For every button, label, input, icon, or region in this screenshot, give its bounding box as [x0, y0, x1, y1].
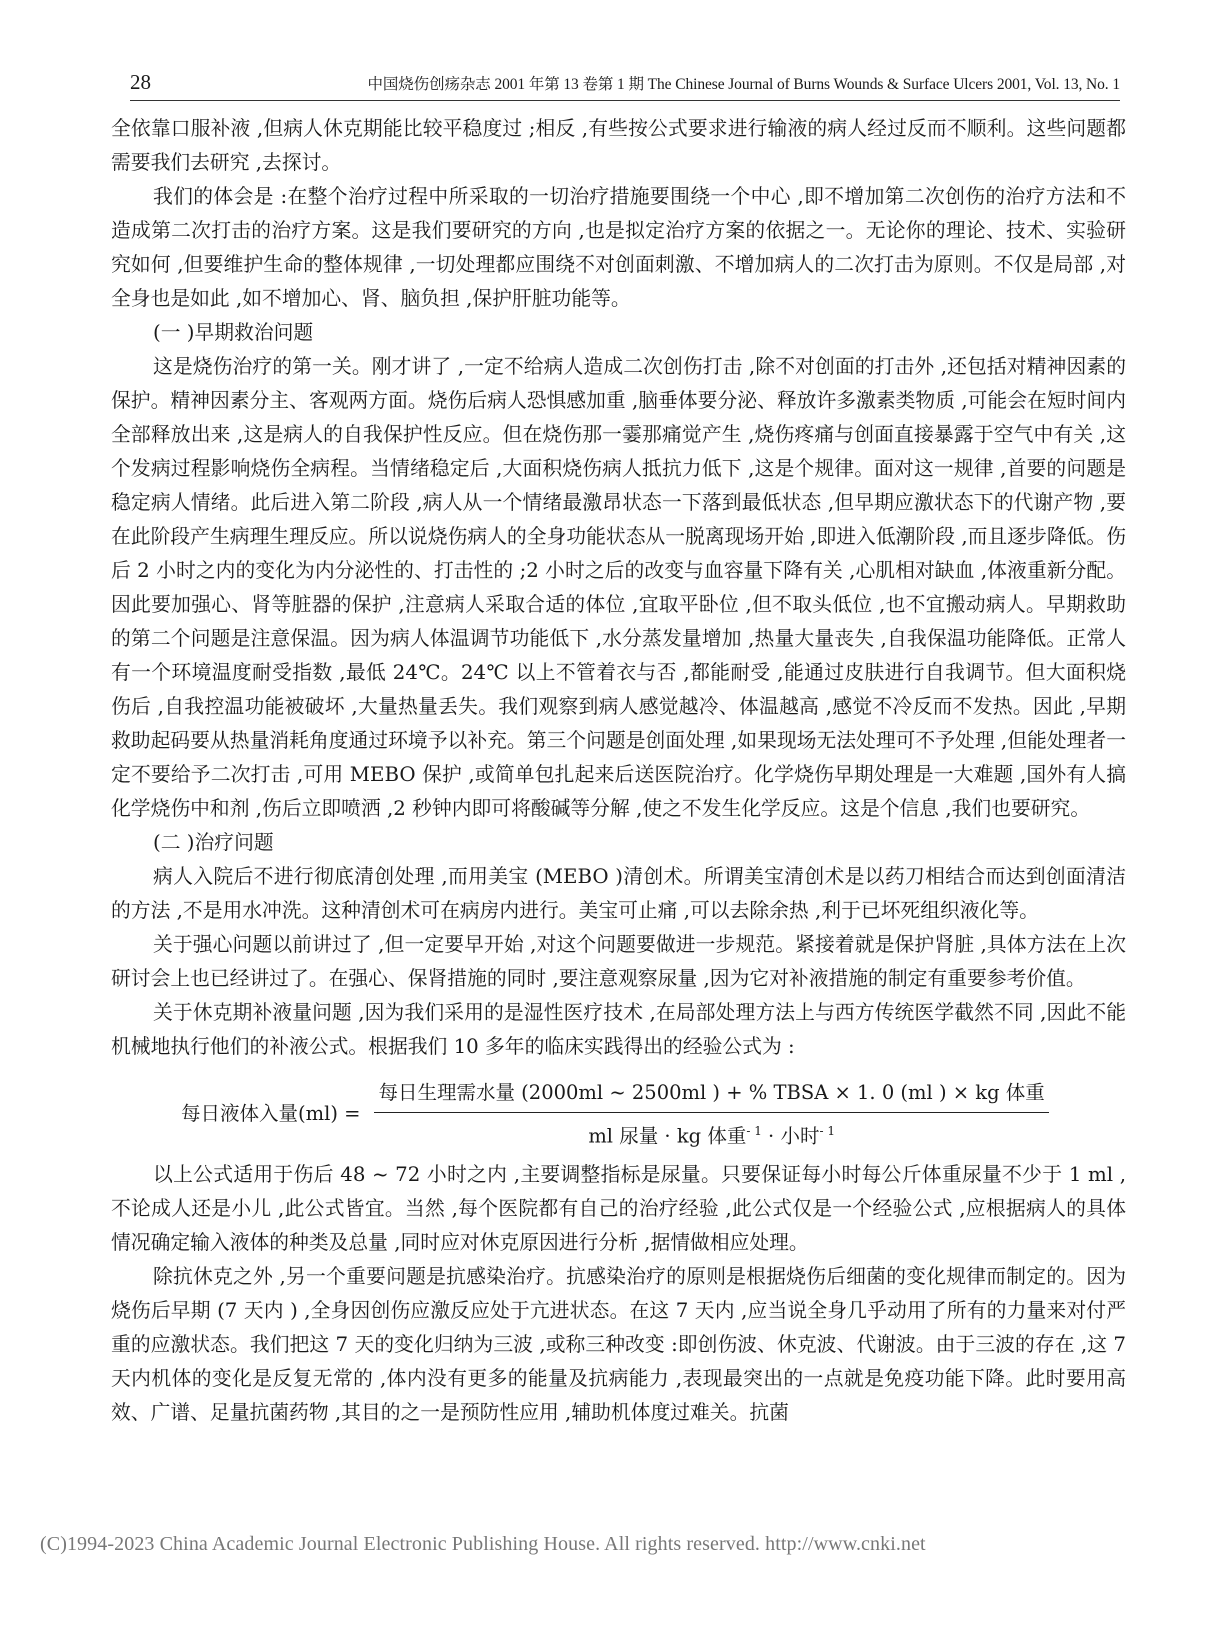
formula-denominator — [588, 1113, 835, 1151]
paragraph: 以上公式适用于伤后 48 ~ 72 小时之内 ,主要调整指标是尿量。只要保证每小时每公斤体重尿量不少于 1 ml ,不论成人还是小儿 ,此公式皆宜。当然 ,每个医院都有自己的治疗经验 ,此公式仅是一个经验公式 ,应根据病人的具体情况确定输入液体的种类及总量 ,同时应对休克原因进行分析 ,据情做相应处理。 — [111, 1163, 1126, 1254]
page-number: 28 — [130, 70, 151, 94]
fluid-formula — [181, 1078, 1049, 1151]
paragraph: 除抗休克之外 ,另一个重要问题是抗感染治疗。抗感染治疗的原则是根据烧伤后细菌的变化规律而制定的。因为烧伤后早期 (7 天内 ) ,全身因创伤应激反应处于亢进状态。在这 7 天内 ,应当说全身几乎动用了所有的力量来对付严重的应激状态。我们把这 7 天的变化归纳为三波 ,或称三种改变 :即创伤波、休克波、代谢波。由于三波的存在 ,这 7 天内机体的变化是反复无常的 ,体内没有更多的能量及抗病能力 ,表现最突出的一点就是免疫功能下降。此时要用高效、广谱、足量抗菌药物 ,其目的之一是预防性应用 ,辅助机体度过难关。抗菌 — [111, 1265, 1126, 1424]
paragraph: 病人入院后不进行彻底清创处理 ,而用美宝 (MEBO )清创术。所谓美宝清创术是以药刀相结合而达到创面清洁的方法 ,不是用水冲洗。这种清创术可在病房内进行。美宝可止痛 ,可以去除余热 ,利于已坏死组织液化等。 — [111, 865, 1126, 922]
copyright-footer: (C)1994-2023 China Academic Journal Electronic Publishing House. All rights reserved. http://www.cnki.net — [40, 1533, 926, 1555]
exponent: - 1 — [819, 1124, 835, 1138]
running-head: 中国烧伤创疡杂志 2001 年第 13 卷第 1 期 The Chinese Journal of Burns Wounds & Surface Ulcers 2001, Vol. 13, No. 1 — [367, 76, 1120, 93]
denominator-part: · 小时 — [761, 1124, 820, 1148]
article-body — [111, 112, 1126, 1430]
paragraph: 这是烧伤治疗的第一关。刚才讲了 ,一定不给病人造成二次创伤打击 ,除不对创面的打击外 ,还包括对精神因素的保护。精神因素分主、客观两方面。烧伤后病人恐惧感加重 ,脑垂体要分泌、释放许多激素类物质 ,可能会在短时间内全部释放出来 ,这是病人的自我保护性反应。但在烧伤那一霎那痛觉产生 ,烧伤疼痛与创面直接暴露于空气中有关 ,这个发病过程影响烧伤全病程。当情绪稳定后 ,大面积烧伤病人抵抗力低下 ,这是个规律。面对这一规律 ,首要的问题是稳定病人情绪。此后进入第二阶段 ,病人从一个情绪最激昂状态一下落到最低状态 ,但早期应激状态下的代谢产物 ,要在此阶段产生病理生理反应。所以说烧伤病人的全身功能状态从一脱离现场开始 ,即进入低潮阶段 ,而且逐步降低。伤后 2 小时之内的变化为内分泌性的、打击性的 ;2 小时之后的改变与血容量下降有关 ,心肌相对缺血 ,体液重新分配。因此要加强心、肾等脏器的保护 ,注意病人采取合适的体位 ,宜取平卧位 ,但不取头低位 ,也不宜搬动病人。早期救助的第二个问题是注意保温。因为病人体温调节功能低下 ,水分蒸发量增加 ,热量大量丧失 ,自我保温功能降低。正常人有一个环境温度耐受指数 ,最低 24℃。24℃ 以上不管着衣与否 ,都能耐受 ,能通过皮肤进行自我调节。但大面积烧伤后 ,自我控温功能被破坏 ,大量热量丢失。我们观察到病人感觉越冷、体温越高 ,感觉不冷反而不发热。因此 ,早期救助起码要从热量消耗角度通过环境予以补充。第三个问题是创面处理 ,如果现场无法处理可不予处理 ,但能处理者一定不要给予二次打击 ,可用 MEBO 保护 ,或简单包扎起来后送医院治疗。化学烧伤早期处理是一大难题 ,国外有人搞化学烧伤中和剂 ,伤后立即喷洒 ,2 秒钟内即可将酸碱等分解 ,使之不发生化学反应。这是个信息 ,我们也要研究。 — [111, 355, 1126, 820]
formula-block — [111, 1064, 1126, 1158]
section-heading: (二 )治疗问题 — [153, 831, 274, 854]
page-header — [130, 70, 1120, 101]
formula-lhs: 每日液体入量(ml) = — [181, 1102, 361, 1126]
paragraph: 我们的体会是 :在整个治疗过程中所采取的一切治疗措施要围绕一个中心 ,即不增加第二次创伤的治疗方法和不造成第二次打击的治疗方案。这是我们要研究的方向 ,也是拟定治疗方案的依据之一。无论你的理论、技术、实验研究如何 ,但要维护生命的整体规律 ,一切处理都应围绕不对创面刺激、不增加病人的二次打击为原则。不仅是局部 ,对全身也是如此 ,如不增加心、肾、脑负担 ,保护肝脏功能等。 — [111, 185, 1126, 310]
paragraph: 关于休克期补液量问题 ,因为我们采用的是湿性医疗技术 ,在局部处理方法上与西方传统医学截然不同 ,因此不能机械地执行他们的补液公式。根据我们 10 多年的临床实践得出的经验公式为 : — [111, 1001, 1126, 1058]
formula-numerator: 每日生理需水量 (2000ml ~ 2500ml ) + % TBSA × 1. 0 (ml ) × kg 体重 — [374, 1078, 1048, 1113]
paragraph: 全依靠口服补液 ,但病人休克期能比较平稳度过 ;相反 ,有些按公式要求进行输液的病人经过反而不顺利。这些问题都需要我们去研究 ,去探讨。 — [111, 117, 1126, 174]
formula-fraction — [374, 1078, 1048, 1151]
section-heading: (一 )早期救治问题 — [153, 321, 314, 344]
denominator-part: ml 尿量 · kg 体重 — [588, 1124, 747, 1148]
exponent: - 1 — [746, 1124, 762, 1138]
paragraph: 关于强心问题以前讲过了 ,但一定要早开始 ,对这个问题要做进一步规范。紧接着就是保护肾脏 ,具体方法在上次研讨会上也已经讲过了。在强心、保肾措施的同时 ,要注意观察尿量 ,因为它对补液措施的制定有重要参考价值。 — [111, 933, 1126, 990]
